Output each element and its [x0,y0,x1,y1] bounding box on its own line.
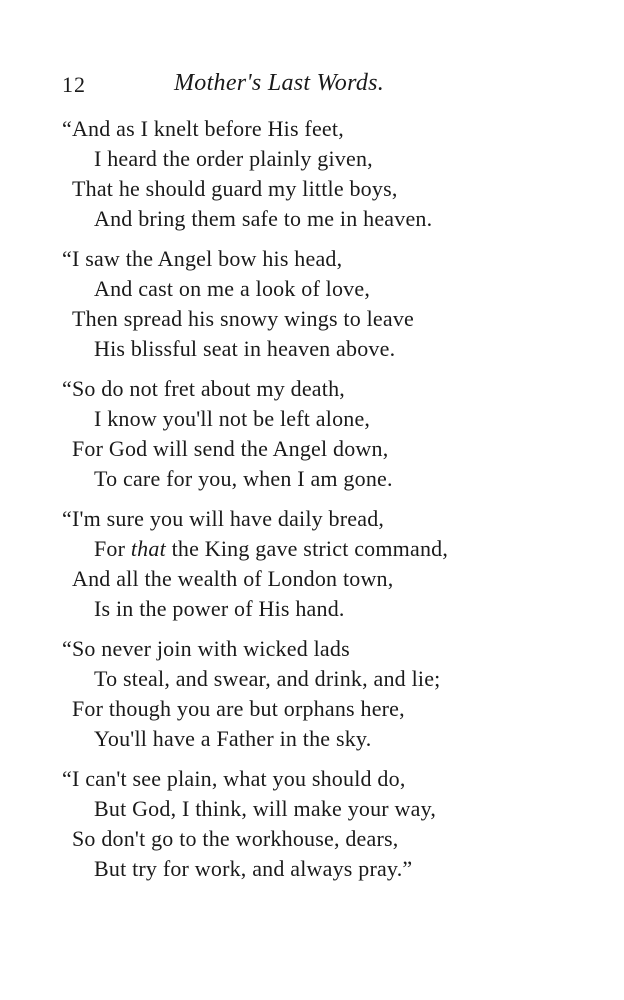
poem-line: Is in the power of His hand. [94,596,345,621]
poem-line: And cast on me a look of love, [94,276,371,301]
poem-line-text: the King gave strict command, [165,536,449,561]
poem-line: For God will send the Angel down, [72,436,389,461]
poem-line: To care for you, when I am gone. [94,466,393,491]
poem-line: I heard the order plainly given, [94,146,373,171]
page-number: 12 [62,72,86,97]
poem-line: I know you'll not be left alone, [94,406,371,431]
poem-line: “I saw the Angel bow his head, [62,246,343,271]
poem-line: That he should guard my little boys, [72,176,398,201]
poem-line: “And as I knelt before His feet, [62,116,344,141]
stanza [0,504,624,634]
emphasized-word: that [130,536,166,561]
stanza [0,764,624,894]
running-title: Mother's Last Words. [174,70,385,96]
stanza [0,114,624,244]
poem-line: Then spread his snowy wings to leave [72,306,415,331]
poem-line: But try for work, and always pray.” [94,856,413,881]
poem-line: “I can't see plain, what you should do, [62,766,406,791]
poem-line: His blissful seat in heaven above. [94,336,396,361]
poem-line: To steal, and swear, and drink, and lie; [94,666,441,691]
page-header [62,68,422,98]
poem-line: “So do not fret about my death, [62,376,345,401]
stanza [0,244,624,374]
poem-line: But God, I think, will make your way, [94,796,437,821]
poem-line: “So never join with wicked lads [62,636,350,661]
poem-line: “I'm sure you will have daily bread, [62,506,385,531]
stanza [0,374,624,504]
poem-line: You'll have a Father in the sky. [94,726,372,751]
poem-line: And all the wealth of London town, [72,566,394,591]
poem-line [94,534,448,564]
poem-line: And bring them safe to me in heaven. [94,206,433,231]
poem-line: For though you are but orphans here, [72,696,405,721]
poem-line: So don't go to the workhouse, dears, [72,826,399,851]
poem-line-text: For [94,536,131,561]
poem-body [0,114,624,894]
stanza [0,634,624,764]
